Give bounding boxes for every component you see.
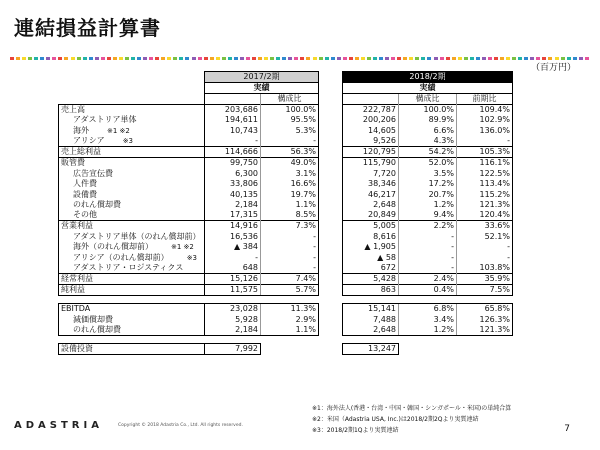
- row-label-text: EBITDA: [61, 304, 91, 314]
- spacer-row: [59, 296, 513, 304]
- divider-dot: [415, 57, 419, 60]
- row-label: [59, 221, 205, 232]
- table-row: [59, 126, 513, 137]
- divider-dot: [494, 57, 498, 60]
- divider-dot: [458, 57, 462, 60]
- value-prev: 2,184: [205, 325, 261, 336]
- divider-dot: [107, 57, 111, 60]
- row-label-text: 売上高: [61, 105, 85, 115]
- divider-dot: [77, 57, 81, 60]
- divider-dot: [579, 57, 583, 60]
- divider-dot: [89, 57, 93, 60]
- divider-dot: [246, 57, 250, 60]
- unit-label: （百万円）: [530, 63, 576, 73]
- value-prev: -: [205, 136, 261, 147]
- value-curr: 15,141: [343, 304, 399, 315]
- row-label: [59, 285, 205, 296]
- value-prev: 40,135: [205, 189, 261, 200]
- table-row: [59, 253, 513, 264]
- row-label: [59, 126, 205, 137]
- yoy-value: 7.5%: [457, 285, 513, 296]
- company-logo: ADASTRIA: [14, 420, 103, 431]
- row-label: [59, 242, 205, 253]
- row-label-text: 純利益: [61, 285, 85, 295]
- ratio-prev: 56.3%: [261, 147, 319, 158]
- table-row: [59, 304, 513, 315]
- ratio-prev: 19.7%: [261, 189, 319, 200]
- value-prev: 14,916: [205, 221, 261, 232]
- row-label: [59, 136, 205, 147]
- row-label-text: アダストリア単体（のれん償却前）: [73, 231, 201, 241]
- ratio-curr-header: 構成比: [399, 94, 457, 105]
- ratio-curr: 54.2%: [399, 147, 457, 158]
- ratio-curr: 100.0%: [399, 105, 457, 116]
- yoy-value: 103.8%: [457, 263, 513, 274]
- value-prev: 99,750: [205, 158, 261, 169]
- row-label: 設備投資: [59, 343, 205, 354]
- value-curr: 38,346: [343, 179, 399, 190]
- divider-dot: [300, 57, 304, 60]
- value-curr: 200,206: [343, 115, 399, 126]
- value-curr: 9,526: [343, 136, 399, 147]
- row-label: [59, 168, 205, 179]
- divider-dot: [464, 57, 468, 60]
- ratio-prev: 16.6%: [261, 179, 319, 190]
- table-row: [59, 221, 513, 232]
- divider-dot: [500, 57, 504, 60]
- ratio-prev: 95.5%: [261, 115, 319, 126]
- value-prev: 194,611: [205, 115, 261, 126]
- header-actual-row: [59, 83, 513, 94]
- ratio-prev: 7.4%: [261, 274, 319, 285]
- yoy-value: 122.5%: [457, 168, 513, 179]
- divider-dot: [185, 57, 189, 60]
- divider-dot: [421, 57, 425, 60]
- divider-dot: [22, 57, 26, 60]
- ratio-prev: -: [261, 253, 319, 264]
- divider-dot: [64, 57, 68, 60]
- page-number: 7: [564, 424, 570, 434]
- ratio-curr: 52.0%: [399, 158, 457, 169]
- divider-dot: [83, 57, 87, 60]
- value-prev: 15,126: [205, 274, 261, 285]
- table-row: [59, 179, 513, 190]
- divider-dot: [10, 57, 14, 60]
- row-label: [59, 263, 205, 274]
- ratio-curr: 20.7%: [399, 189, 457, 200]
- yoy-value: 116.1%: [457, 158, 513, 169]
- value-curr: 7,488: [343, 314, 399, 325]
- row-label-text: 海外（のれん償却前）: [73, 242, 153, 252]
- divider-dot: [367, 57, 371, 60]
- divider-dot: [385, 57, 389, 60]
- ratio-curr: 9.4%: [399, 210, 457, 221]
- table-row: [59, 200, 513, 211]
- divider-dot: [228, 57, 232, 60]
- value-prev: ▲ 384: [205, 242, 261, 253]
- value-prev: 33,806: [205, 179, 261, 190]
- value-prev: 16,536: [205, 232, 261, 243]
- value-curr: 14,605: [343, 126, 399, 137]
- ratio-curr: 3.4%: [399, 314, 457, 325]
- ratio-curr: 0.4%: [399, 285, 457, 296]
- table-row: [59, 325, 513, 336]
- divider-dot: [294, 57, 298, 60]
- income-statement-table: [58, 71, 513, 355]
- yoy-value: -: [457, 242, 513, 253]
- divider-dot: [58, 57, 62, 60]
- divider-dot: [355, 57, 359, 60]
- table-row: [59, 168, 513, 179]
- row-label-text: 経常利益: [61, 274, 93, 284]
- value-prev: 2,184: [205, 200, 261, 211]
- table-row: [59, 136, 513, 147]
- yoy-value: 120.4%: [457, 210, 513, 221]
- row-label-text: 設備費: [73, 189, 97, 199]
- value-curr: 2,648: [343, 325, 399, 336]
- ratio-prev: 7.3%: [261, 221, 319, 232]
- value-curr: ▲ 1,905: [343, 242, 399, 253]
- divider-dot: [452, 57, 456, 60]
- row-label-text: 広告宣伝費: [73, 168, 113, 178]
- divider-dot: [113, 57, 117, 60]
- row-label-text: アリシア（のれん償却前）: [73, 252, 169, 262]
- divider-dot: [28, 57, 32, 60]
- actual-curr-header: 実績: [343, 83, 513, 94]
- divider-dot: [397, 57, 401, 60]
- ratio-curr: 2.2%: [399, 221, 457, 232]
- row-label-text: のれん償却費: [73, 200, 121, 210]
- yoy-value: 121.3%: [457, 325, 513, 336]
- divider-dot: [319, 57, 323, 60]
- ratio-curr: 3.5%: [399, 168, 457, 179]
- value-curr: 115,790: [343, 158, 399, 169]
- yoy-value: 52.1%: [457, 232, 513, 243]
- divider-dot: [343, 57, 347, 60]
- divider-dot: [264, 57, 268, 60]
- value-prev: 17,315: [205, 210, 261, 221]
- header-column-row: [59, 94, 513, 105]
- row-label: [59, 325, 205, 336]
- row-label: [59, 158, 205, 169]
- value-prev: 6,300: [205, 168, 261, 179]
- ratio-curr: 4.3%: [399, 136, 457, 147]
- divider-dot: [71, 57, 75, 60]
- row-label: [59, 147, 205, 158]
- divider-dot: [131, 57, 135, 60]
- header-period-row: [59, 72, 513, 83]
- table-row: [59, 147, 513, 158]
- ratio-prev: 11.3%: [261, 304, 319, 315]
- ratio-prev: -: [261, 232, 319, 243]
- divider-dot: [161, 57, 165, 60]
- ratio-curr: 6.8%: [399, 304, 457, 315]
- capex-curr: 13,247: [343, 343, 399, 354]
- table-row: [59, 105, 513, 116]
- yoy-value: -: [457, 136, 513, 147]
- footnotes: [312, 403, 511, 436]
- divider-dot: [204, 57, 208, 60]
- table-row: [59, 314, 513, 325]
- ratio-prev: 49.0%: [261, 158, 319, 169]
- value-curr: 8,616: [343, 232, 399, 243]
- divider-dot: [470, 57, 474, 60]
- row-label: [59, 115, 205, 126]
- ratio-curr: 2.4%: [399, 274, 457, 285]
- yoy-value: 102.9%: [457, 115, 513, 126]
- divider-dot: [192, 57, 196, 60]
- value-curr: 7,720: [343, 168, 399, 179]
- divider-dot: [325, 57, 329, 60]
- page-title: 連結損益計算書: [14, 16, 161, 40]
- footnote-mark: ※1 ※2: [107, 126, 130, 135]
- divider-dot: [524, 57, 528, 60]
- row-label-text: のれん償却費: [73, 324, 121, 334]
- divider-dot: [40, 57, 44, 60]
- ratio-curr: 89.9%: [399, 115, 457, 126]
- divider-dot: [488, 57, 492, 60]
- divider-dot: [440, 57, 444, 60]
- value-curr: 5,005: [343, 221, 399, 232]
- ratio-curr: 6.6%: [399, 126, 457, 137]
- row-label: [59, 210, 205, 221]
- divider-dot: [391, 57, 395, 60]
- row-label: [59, 274, 205, 285]
- divider-dot: [210, 57, 214, 60]
- row-label-text: 減価償却費: [73, 314, 113, 324]
- ratio-curr: 17.2%: [399, 179, 457, 190]
- divider-dot: [137, 57, 141, 60]
- color-dot-divider: [10, 57, 590, 61]
- divider-dot: [313, 57, 317, 60]
- ratio-curr: -: [399, 253, 457, 264]
- row-label: [59, 253, 205, 264]
- footnote-3: ※3：2018/2期1Qより実質連結: [312, 427, 399, 434]
- ratio-prev-header: 構成比: [261, 94, 319, 105]
- table-row: [59, 115, 513, 126]
- value-curr: 20,849: [343, 210, 399, 221]
- divider-dot: [179, 57, 183, 60]
- divider-dot: [173, 57, 177, 60]
- value-prev: 648: [205, 263, 261, 274]
- value-curr: 222,787: [343, 105, 399, 116]
- divider-dot: [52, 57, 56, 60]
- yoy-value: 126.3%: [457, 314, 513, 325]
- ratio-prev: -: [261, 136, 319, 147]
- ratio-prev: 100.0%: [261, 105, 319, 116]
- actual-prev-header: 実績: [205, 83, 319, 94]
- divider-dot: [101, 57, 105, 60]
- footnote-1: ※1：海外法人(香港・台湾・中国・韓国・シンガポール・米国)の単純合算: [312, 405, 512, 412]
- yoy-value: 105.3%: [457, 147, 513, 158]
- value-prev: 203,686: [205, 105, 261, 116]
- yoy-value: 35.9%: [457, 274, 513, 285]
- row-label-text: 海外: [73, 125, 89, 135]
- ratio-prev: 8.5%: [261, 210, 319, 221]
- table-row: [59, 285, 513, 296]
- divider-dot: [222, 57, 226, 60]
- yoy-value: 65.8%: [457, 304, 513, 315]
- divider-dot: [216, 57, 220, 60]
- divider-dot: [379, 57, 383, 60]
- divider-dot: [427, 57, 431, 60]
- divider-dot: [482, 57, 486, 60]
- divider-dot: [240, 57, 244, 60]
- yoy-value: 33.6%: [457, 221, 513, 232]
- divider-dot: [198, 57, 202, 60]
- row-label: [59, 200, 205, 211]
- divider-dot: [46, 57, 50, 60]
- ratio-curr: -: [399, 263, 457, 274]
- row-label: [59, 314, 205, 325]
- ratio-curr: 1.2%: [399, 325, 457, 336]
- row-label-text: アダストリア単体: [73, 115, 137, 125]
- ratio-curr: 1.2%: [399, 200, 457, 211]
- value-prev: 5,928: [205, 314, 261, 325]
- divider-dot: [373, 57, 377, 60]
- yoy-header: 前期比: [457, 94, 513, 105]
- row-label-text: アリシア: [73, 136, 105, 146]
- ratio-prev: 5.3%: [261, 126, 319, 137]
- period-curr-header: 2018/2期: [343, 72, 513, 83]
- divider-dot: [434, 57, 438, 60]
- table-row: [59, 242, 513, 253]
- row-label-text: 営業利益: [61, 221, 93, 231]
- table-row: [59, 232, 513, 243]
- table-row: [59, 263, 513, 274]
- divider-dot: [149, 57, 153, 60]
- yoy-value: -: [457, 253, 513, 264]
- ratio-prev: 3.1%: [261, 168, 319, 179]
- divider-dot: [234, 57, 238, 60]
- divider-dot: [331, 57, 335, 60]
- divider-dot: [349, 57, 353, 60]
- row-label-text: アダストリア・ロジスティクス: [73, 263, 184, 273]
- divider-dot: [409, 57, 413, 60]
- value-curr: 2,648: [343, 200, 399, 211]
- copyright: Copyright © 2018 Adastria Co., Ltd. All rights reserved.: [118, 423, 243, 428]
- divider-dot: [95, 57, 99, 60]
- divider-dot: [276, 57, 280, 60]
- value-curr: 863: [343, 285, 399, 296]
- yoy-value: 115.2%: [457, 189, 513, 200]
- value-curr: 46,217: [343, 189, 399, 200]
- divider-dot: [512, 57, 516, 60]
- period-prev-header: 2017/2期: [205, 72, 319, 83]
- table-row: [59, 189, 513, 200]
- row-label: [59, 189, 205, 200]
- divider-dot: [143, 57, 147, 60]
- divider-dot: [361, 57, 365, 60]
- yoy-value: 109.4%: [457, 105, 513, 116]
- value-prev: 10,743: [205, 126, 261, 137]
- divider-dot: [125, 57, 129, 60]
- row-label-text: 売上総利益: [61, 147, 101, 157]
- row-label-text: その他: [73, 210, 97, 220]
- ratio-prev: 2.9%: [261, 314, 319, 325]
- value-prev: 23,028: [205, 304, 261, 315]
- divider-dot: [585, 57, 589, 60]
- capex-row: [59, 343, 513, 354]
- footnote-2: ※2：米国（Adastria USA, Inc.)は2018/2期2Qより実質連結: [312, 416, 479, 423]
- row-label: [59, 304, 205, 315]
- row-label-text: 人件費: [73, 179, 97, 189]
- divider-dot: [119, 57, 123, 60]
- divider-dot: [403, 57, 407, 60]
- ratio-curr: -: [399, 242, 457, 253]
- divider-dot: [446, 57, 450, 60]
- ratio-prev: 1.1%: [261, 200, 319, 211]
- table-row: [59, 158, 513, 169]
- yoy-value: 113.4%: [457, 179, 513, 190]
- capex-prev: 7,992: [205, 343, 261, 354]
- value-curr: ▲ 58: [343, 253, 399, 264]
- footnote-mark: ※1 ※2: [171, 243, 194, 252]
- yoy-value: 136.0%: [457, 126, 513, 137]
- yoy-value: 121.3%: [457, 200, 513, 211]
- divider-dot: [252, 57, 256, 60]
- divider-dot: [167, 57, 171, 60]
- divider-dot: [34, 57, 38, 60]
- divider-dot: [258, 57, 262, 60]
- value-curr: 120,795: [343, 147, 399, 158]
- footnote-mark: ※3: [186, 253, 198, 262]
- spacer-row: [59, 335, 513, 343]
- value-curr: 5,428: [343, 274, 399, 285]
- divider-dot: [288, 57, 292, 60]
- row-label: [59, 105, 205, 116]
- divider-dot: [476, 57, 480, 60]
- ratio-prev: -: [261, 242, 319, 253]
- divider-dot: [518, 57, 522, 60]
- value-prev: 114,666: [205, 147, 261, 158]
- divider-dot: [506, 57, 510, 60]
- table-row: [59, 274, 513, 285]
- divider-dot: [270, 57, 274, 60]
- divider-dot: [306, 57, 310, 60]
- row-label: [59, 232, 205, 243]
- footnote-mark: ※3: [122, 137, 134, 146]
- ratio-prev: -: [261, 263, 319, 274]
- ratio-prev: 5.7%: [261, 285, 319, 296]
- ratio-curr: -: [399, 232, 457, 243]
- value-curr: 672: [343, 263, 399, 274]
- value-prev: -: [205, 253, 261, 264]
- ratio-prev: 1.1%: [261, 325, 319, 336]
- divider-dot: [337, 57, 341, 60]
- value-prev: 11,575: [205, 285, 261, 296]
- row-label: [59, 179, 205, 190]
- table-row: [59, 210, 513, 221]
- row-label-text: 販管費: [61, 158, 85, 168]
- divider-dot: [282, 57, 286, 60]
- divider-dot: [155, 57, 159, 60]
- divider-dot: [16, 57, 20, 60]
